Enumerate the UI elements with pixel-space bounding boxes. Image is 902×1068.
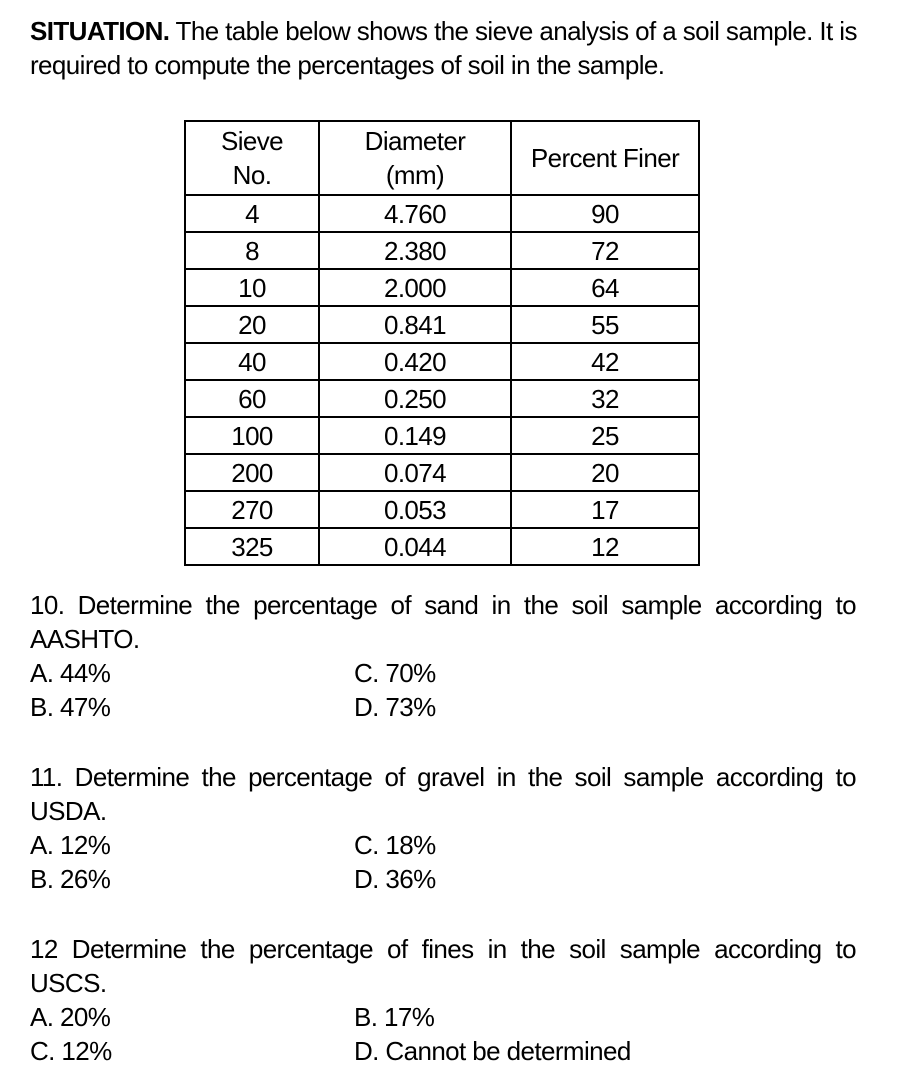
table-row [185, 306, 699, 343]
diameter-cell: 0.841 [319, 306, 511, 343]
sieve-no-cell: 325 [185, 528, 319, 565]
choice-c: C. 70% [354, 658, 436, 688]
choice-d: D. 36% [354, 864, 436, 894]
sieve-no-cell: 40 [185, 343, 319, 380]
table-body [185, 195, 699, 565]
table-row [185, 454, 699, 491]
sieve-analysis-table [184, 120, 700, 566]
sieve-no-cell: 270 [185, 491, 319, 528]
choice-c: C. 12% [30, 1036, 112, 1066]
choice-a: A. 20% [30, 1002, 111, 1032]
percent-finer-cell: 42 [511, 343, 699, 380]
question-11 [30, 760, 856, 896]
choice-d: D. 73% [354, 692, 436, 722]
header-percent-finer: Percent Finer [511, 121, 699, 195]
table-row [185, 232, 699, 269]
table-row [185, 343, 699, 380]
sieve-no-cell: 4 [185, 195, 319, 232]
diameter-cell: 0.149 [319, 417, 511, 454]
choice-b: B. 47% [30, 692, 111, 722]
diameter-cell: 2.380 [319, 232, 511, 269]
header-diameter [319, 121, 511, 195]
percent-finer-cell: 32 [511, 380, 699, 417]
header-diameter-line1: Diameter [364, 126, 466, 156]
question-text: 12 Determine the percentage of fines in the soil sample according to USCS. [30, 934, 856, 998]
percent-finer-cell: 64 [511, 269, 699, 306]
table-row [185, 417, 699, 454]
choice-b: B. 17% [354, 1002, 435, 1032]
percent-finer-cell: 12 [511, 528, 699, 565]
diameter-cell: 4.760 [319, 195, 511, 232]
diameter-cell: 0.053 [319, 491, 511, 528]
table-row [185, 380, 699, 417]
sieve-no-cell: 10 [185, 269, 319, 306]
choice-d: D. Cannot be determined [354, 1036, 631, 1066]
choice-a: A. 12% [30, 830, 111, 860]
question-10 [30, 588, 856, 724]
header-sieve-line1: Sieve [220, 126, 284, 156]
document-page [30, 14, 860, 1066]
percent-finer-cell: 20 [511, 454, 699, 491]
percent-finer-cell: 72 [511, 232, 699, 269]
choices-grid [30, 1000, 856, 1068]
diameter-cell: 2.000 [319, 269, 511, 306]
header-diameter-line2: (mm) [385, 160, 445, 190]
choice-c: C. 18% [354, 830, 436, 860]
question-12 [30, 932, 856, 1068]
choice-b: B. 26% [30, 864, 111, 894]
percent-finer-cell: 25 [511, 417, 699, 454]
diameter-cell: 0.074 [319, 454, 511, 491]
situation-text: The table below shows the sieve analysis of a soil sample. It is required to compute the percentages of soil in the sample. [30, 16, 857, 80]
percent-finer-cell: 90 [511, 195, 699, 232]
table-row [185, 491, 699, 528]
choices-grid [30, 828, 856, 896]
question-text: 11. Determine the percentage of gravel in the soil sample according to USDA. [30, 762, 856, 826]
sieve-no-cell: 60 [185, 380, 319, 417]
diameter-cell: 0.250 [319, 380, 511, 417]
sieve-no-cell: 20 [185, 306, 319, 343]
sieve-no-cell: 8 [185, 232, 319, 269]
choices-grid [30, 656, 856, 724]
diameter-cell: 0.420 [319, 343, 511, 380]
sieve-table-container [184, 120, 700, 566]
table-row [185, 269, 699, 306]
sieve-no-cell: 100 [185, 417, 319, 454]
table-row [185, 528, 699, 565]
header-sieve-line2: No. [232, 160, 272, 190]
situation-lead: SITUATION. [30, 16, 170, 46]
percent-finer-cell: 55 [511, 306, 699, 343]
header-sieve-no [185, 121, 319, 195]
choice-a: A. 44% [30, 658, 111, 688]
table-row [185, 195, 699, 232]
diameter-cell: 0.044 [319, 528, 511, 565]
situation-paragraph [30, 14, 860, 82]
percent-finer-cell: 17 [511, 491, 699, 528]
sieve-no-cell: 200 [185, 454, 319, 491]
table-header-row [185, 121, 699, 195]
question-text: 10. Determine the percentage of sand in the soil sample according to AASHTO. [30, 590, 856, 654]
